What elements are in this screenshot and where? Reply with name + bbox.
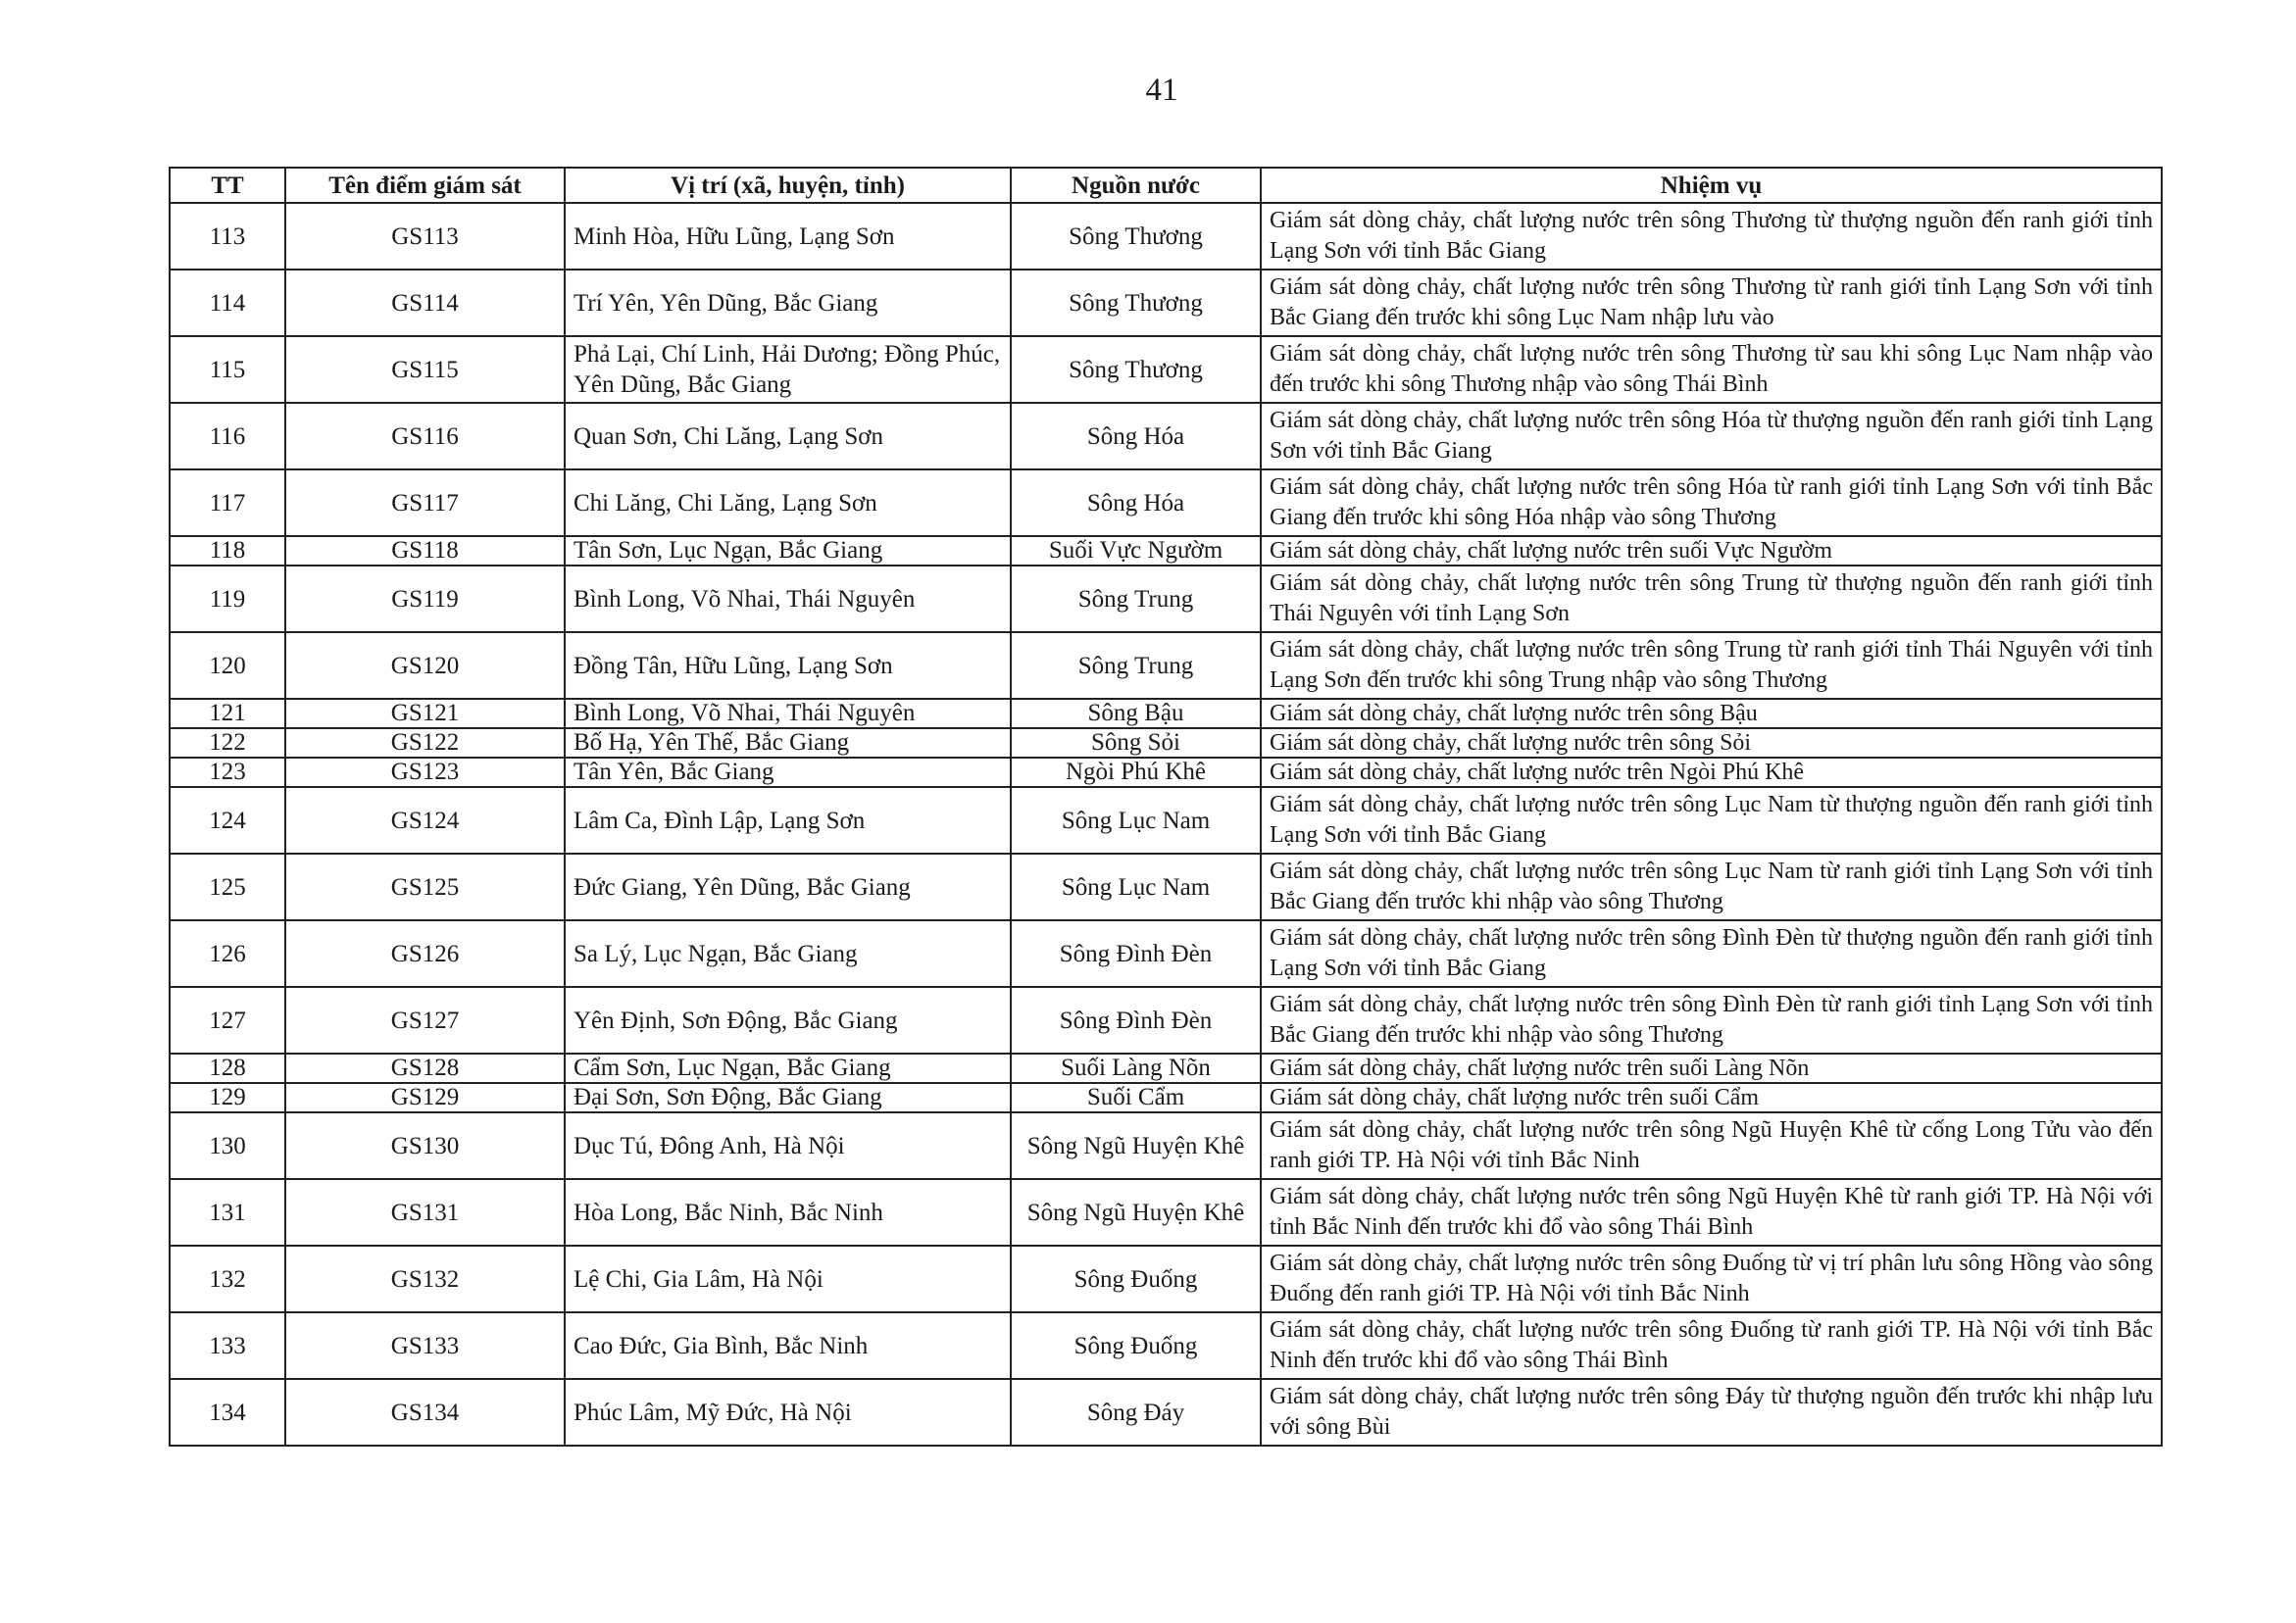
table-row	[170, 854, 2162, 920]
row-number: 127	[170, 987, 285, 1054]
location-cell: Tân Sơn, Lục Ngạn, Bắc Giang	[565, 536, 1011, 566]
location-cell: Dục Tú, Đông Anh, Hà Nội	[565, 1112, 1011, 1179]
task-cell: Giám sát dòng chảy, chất lượng nước trên sông Lục Nam từ thượng nguồn đến ranh giới tỉnh Lạng Sơn với tỉnh Bắc Giang	[1261, 787, 2162, 854]
table-row	[170, 1312, 2162, 1379]
water-source-cell: Sông Đáy	[1011, 1379, 1261, 1446]
row-number: 130	[170, 1112, 285, 1179]
table-row	[170, 1054, 2162, 1083]
table-row	[170, 632, 2162, 699]
monitoring-point-code: GS128	[285, 1054, 565, 1083]
table-row	[170, 728, 2162, 758]
monitoring-point-code: GS119	[285, 566, 565, 632]
task-cell: Giám sát dòng chảy, chất lượng nước trên sông Sỏi	[1261, 728, 2162, 758]
page-number: 41	[1145, 73, 1178, 108]
monitoring-point-code: GS127	[285, 987, 565, 1054]
row-number: 120	[170, 632, 285, 699]
task-cell: Giám sát dòng chảy, chất lượng nước trên sông Lục Nam từ ranh giới tỉnh Lạng Sơn với tỉnh Bắc Giang đến trước khi nhập vào sông Thương	[1261, 854, 2162, 920]
task-cell: Giám sát dòng chảy, chất lượng nước trên suối Vực Ngườm	[1261, 536, 2162, 566]
location-cell: Trí Yên, Yên Dũng, Bắc Giang	[565, 270, 1011, 336]
location-cell: Phả Lại, Chí Linh, Hải Dương; Đồng Phúc, Yên Dũng, Bắc Giang	[565, 336, 1011, 403]
row-number: 134	[170, 1379, 285, 1446]
task-cell: Giám sát dòng chảy, chất lượng nước trên sông Trung từ ranh giới tỉnh Thái Nguyên với tỉnh Lạng Sơn đến trước khi sông Trung nhập vào sông Thương	[1261, 632, 2162, 699]
task-cell: Giám sát dòng chảy, chất lượng nước trên sông Đáy từ thượng nguồn đến trước khi nhập lưu với sông Bùi	[1261, 1379, 2162, 1446]
row-number: 115	[170, 336, 285, 403]
task-cell: Giám sát dòng chảy, chất lượng nước trên sông Thương từ sau khi sông Lục Nam nhập vào đến trước khi sông Thương nhập vào sông Thái Bình	[1261, 336, 2162, 403]
monitoring-point-code: GS121	[285, 699, 565, 728]
row-number: 126	[170, 920, 285, 987]
table-row	[170, 1112, 2162, 1179]
monitoring-point-code: GS116	[285, 403, 565, 469]
water-source-cell: Sông Trung	[1011, 566, 1261, 632]
water-source-cell: Sông Ngũ Huyện Khê	[1011, 1112, 1261, 1179]
monitoring-point-code: GS113	[285, 203, 565, 270]
location-cell: Lệ Chi, Gia Lâm, Hà Nội	[565, 1246, 1011, 1312]
monitoring-point-code: GS122	[285, 728, 565, 758]
water-source-cell: Sông Thương	[1011, 203, 1261, 270]
task-cell: Giám sát dòng chảy, chất lượng nước trên sông Hóa từ ranh giới tỉnh Lạng Sơn với tỉnh Bắc Giang đến trước khi sông Hóa nhập vào sông Thương	[1261, 469, 2162, 536]
table-row	[170, 566, 2162, 632]
monitoring-point-code: GS133	[285, 1312, 565, 1379]
monitoring-point-code: GS114	[285, 270, 565, 336]
monitoring-point-code: GS125	[285, 854, 565, 920]
location-cell: Bình Long, Võ Nhai, Thái Nguyên	[565, 566, 1011, 632]
location-cell: Bình Long, Võ Nhai, Thái Nguyên	[565, 699, 1011, 728]
task-cell: Giám sát dòng chảy, chất lượng nước trên sông Thương từ thượng nguồn đến ranh giới tỉnh Lạng Sơn với tỉnh Bắc Giang	[1261, 203, 2162, 270]
table-header-row	[170, 168, 2162, 203]
water-source-cell: Sông Lục Nam	[1011, 854, 1261, 920]
table-row	[170, 1179, 2162, 1246]
location-cell: Cẩm Sơn, Lục Ngạn, Bắc Giang	[565, 1054, 1011, 1083]
water-source-cell: Sông Đình Đèn	[1011, 920, 1261, 987]
water-source-cell: Sông Sỏi	[1011, 728, 1261, 758]
location-cell: Hòa Long, Bắc Ninh, Bắc Ninh	[565, 1179, 1011, 1246]
water-source-cell: Sông Đuống	[1011, 1312, 1261, 1379]
location-cell: Đại Sơn, Sơn Động, Bắc Giang	[565, 1083, 1011, 1112]
water-source-cell: Suối Làng Nõn	[1011, 1054, 1261, 1083]
water-source-cell: Sông Thương	[1011, 270, 1261, 336]
header-tt: TT	[170, 168, 285, 203]
water-source-cell: Sông Hóa	[1011, 469, 1261, 536]
water-source-cell: Sông Lục Nam	[1011, 787, 1261, 854]
task-cell: Giám sát dòng chảy, chất lượng nước trên sông Đuống từ vị trí phân lưu sông Hồng vào sông Đuống đến ranh giới TP. Hà Nội với tỉnh Bắc Ninh	[1261, 1246, 2162, 1312]
row-number: 114	[170, 270, 285, 336]
row-number: 113	[170, 203, 285, 270]
location-cell: Phúc Lâm, Mỹ Đức, Hà Nội	[565, 1379, 1011, 1446]
location-cell: Đồng Tân, Hữu Lũng, Lạng Sơn	[565, 632, 1011, 699]
task-cell: Giám sát dòng chảy, chất lượng nước trên sông Trung từ thượng nguồn đến ranh giới tỉnh Thái Nguyên với tỉnh Lạng Sơn	[1261, 566, 2162, 632]
task-cell: Giám sát dòng chảy, chất lượng nước trên sông Ngũ Huyện Khê từ cống Long Tửu vào đến ranh giới TP. Hà Nội với tỉnh Bắc Ninh	[1261, 1112, 2162, 1179]
table-row	[170, 699, 2162, 728]
task-cell: Giám sát dòng chảy, chất lượng nước trên sông Bậu	[1261, 699, 2162, 728]
water-source-cell: Ngòi Phú Khê	[1011, 758, 1261, 787]
table-row	[170, 920, 2162, 987]
table-row	[170, 536, 2162, 566]
header-task: Nhiệm vụ	[1261, 168, 2162, 203]
row-number: 121	[170, 699, 285, 728]
row-number: 119	[170, 566, 285, 632]
water-source-cell: Suối Cẩm	[1011, 1083, 1261, 1112]
row-number: 129	[170, 1083, 285, 1112]
table-row	[170, 270, 2162, 336]
table-row	[170, 987, 2162, 1054]
monitoring-point-code: GS131	[285, 1179, 565, 1246]
monitoring-point-code: GS134	[285, 1379, 565, 1446]
row-number: 122	[170, 728, 285, 758]
location-cell: Quan Sơn, Chi Lăng, Lạng Sơn	[565, 403, 1011, 469]
monitoring-point-code: GS120	[285, 632, 565, 699]
table-body	[170, 203, 2162, 1446]
table-row	[170, 403, 2162, 469]
water-source-cell: Sông Đình Đèn	[1011, 987, 1261, 1054]
water-source-cell: Sông Đuống	[1011, 1246, 1261, 1312]
location-cell: Cao Đức, Gia Bình, Bắc Ninh	[565, 1312, 1011, 1379]
row-number: 128	[170, 1054, 285, 1083]
monitoring-point-code: GS132	[285, 1246, 565, 1312]
monitoring-point-code: GS115	[285, 336, 565, 403]
table-row	[170, 1083, 2162, 1112]
location-cell: Yên Định, Sơn Động, Bắc Giang	[565, 987, 1011, 1054]
monitoring-points-table	[169, 167, 2163, 1447]
table-row	[170, 787, 2162, 854]
task-cell: Giám sát dòng chảy, chất lượng nước trên sông Đình Đèn từ thượng nguồn đến ranh giới tỉnh Lạng Sơn với tỉnh Bắc Giang	[1261, 920, 2162, 987]
task-cell: Giám sát dòng chảy, chất lượng nước trên suối Làng Nõn	[1261, 1054, 2162, 1083]
task-cell: Giám sát dòng chảy, chất lượng nước trên suối Cẩm	[1261, 1083, 2162, 1112]
water-source-cell: Sông Ngũ Huyện Khê	[1011, 1179, 1261, 1246]
water-source-cell: Sông Thương	[1011, 336, 1261, 403]
row-number: 116	[170, 403, 285, 469]
table-row	[170, 758, 2162, 787]
location-cell: Sa Lý, Lục Ngạn, Bắc Giang	[565, 920, 1011, 987]
table-row	[170, 336, 2162, 403]
task-cell: Giám sát dòng chảy, chất lượng nước trên Ngòi Phú Khê	[1261, 758, 2162, 787]
monitoring-point-code: GS118	[285, 536, 565, 566]
water-source-cell: Suối Vực Ngườm	[1011, 536, 1261, 566]
monitoring-point-code: GS124	[285, 787, 565, 854]
monitoring-point-code: GS117	[285, 469, 565, 536]
header-point-name: Tên điểm giám sát	[285, 168, 565, 203]
row-number: 117	[170, 469, 285, 536]
table-row	[170, 1379, 2162, 1446]
task-cell: Giám sát dòng chảy, chất lượng nước trên sông Hóa từ thượng nguồn đến ranh giới tỉnh Lạng Sơn với tỉnh Bắc Giang	[1261, 403, 2162, 469]
monitoring-point-code: GS123	[285, 758, 565, 787]
monitoring-point-code: GS126	[285, 920, 565, 987]
row-number: 123	[170, 758, 285, 787]
row-number: 133	[170, 1312, 285, 1379]
row-number: 125	[170, 854, 285, 920]
water-source-cell: Sông Hóa	[1011, 403, 1261, 469]
header-water-source: Nguồn nước	[1011, 168, 1261, 203]
table-row	[170, 203, 2162, 270]
location-cell: Tân Yên, Bắc Giang	[565, 758, 1011, 787]
row-number: 118	[170, 536, 285, 566]
task-cell: Giám sát dòng chảy, chất lượng nước trên sông Thương từ ranh giới tỉnh Lạng Sơn với tỉnh Bắc Giang đến trước khi sông Lục Nam nhập lưu vào	[1261, 270, 2162, 336]
location-cell: Đức Giang, Yên Dũng, Bắc Giang	[565, 854, 1011, 920]
water-source-cell: Sông Bậu	[1011, 699, 1261, 728]
row-number: 132	[170, 1246, 285, 1312]
location-cell: Lâm Ca, Đình Lập, Lạng Sơn	[565, 787, 1011, 854]
row-number: 124	[170, 787, 285, 854]
location-cell: Minh Hòa, Hữu Lũng, Lạng Sơn	[565, 203, 1011, 270]
task-cell: Giám sát dòng chảy, chất lượng nước trên sông Đình Đèn từ ranh giới tỉnh Lạng Sơn với tỉnh Bắc Giang đến trước khi nhập vào sông Thương	[1261, 987, 2162, 1054]
table-row	[170, 1246, 2162, 1312]
location-cell: Chi Lăng, Chi Lăng, Lạng Sơn	[565, 469, 1011, 536]
task-cell: Giám sát dòng chảy, chất lượng nước trên sông Ngũ Huyện Khê từ ranh giới TP. Hà Nội với tỉnh Bắc Ninh đến trước khi đổ vào sông Thái Bình	[1261, 1179, 2162, 1246]
header-location: Vị trí (xã, huyện, tỉnh)	[565, 168, 1011, 203]
monitoring-point-code: GS130	[285, 1112, 565, 1179]
row-number: 131	[170, 1179, 285, 1246]
table-row	[170, 469, 2162, 536]
task-cell: Giám sát dòng chảy, chất lượng nước trên sông Đuống từ ranh giới TP. Hà Nội với tỉnh Bắc Ninh đến trước khi đổ vào sông Thái Bình	[1261, 1312, 2162, 1379]
water-source-cell: Sông Trung	[1011, 632, 1261, 699]
monitoring-point-code: GS129	[285, 1083, 565, 1112]
location-cell: Bố Hạ, Yên Thế, Bắc Giang	[565, 728, 1011, 758]
